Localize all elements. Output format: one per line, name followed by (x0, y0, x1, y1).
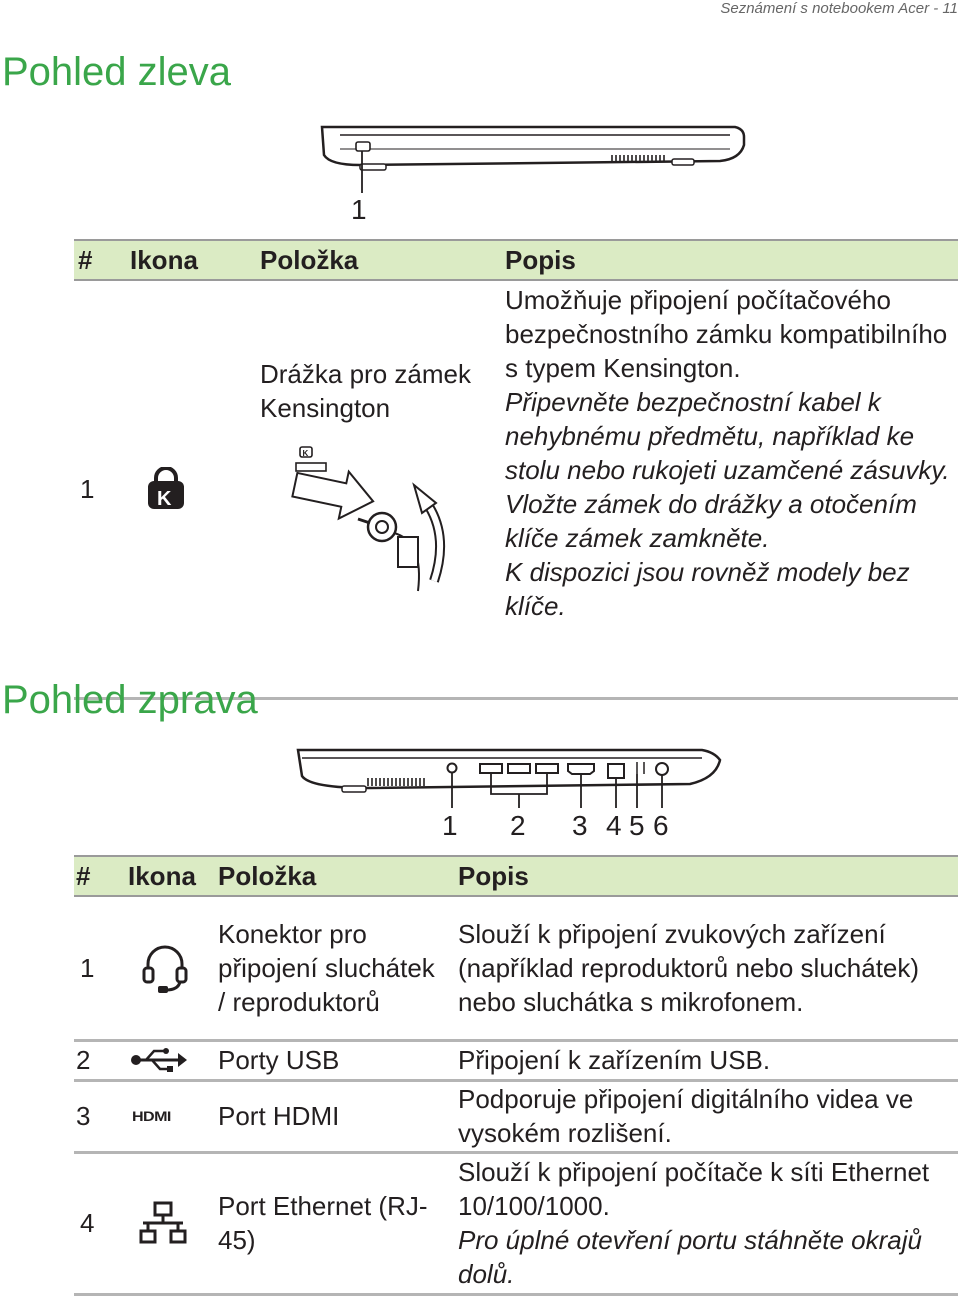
right-callout-3: 3 (572, 810, 588, 841)
col-header-item: Položka (218, 856, 458, 896)
col-header-icon: Ikona (130, 240, 260, 280)
col-header-number: # (74, 240, 130, 280)
item-label: Port Ethernet (RJ-45) (218, 1152, 458, 1294)
left-callout-1: 1 (351, 194, 367, 225)
right-callout-2: 2 (510, 810, 526, 841)
kensington-lock-illustration (274, 441, 454, 601)
hdmi-icon (128, 1080, 218, 1152)
table-row (74, 280, 958, 698)
ethernet-icon (128, 1152, 218, 1294)
item-label: Drážka pro zámek Kensington (260, 359, 471, 423)
col-header-description: Popis (458, 856, 958, 896)
left-view-title: Pohled zleva (2, 50, 232, 94)
right-callout-1: 1 (442, 810, 458, 841)
col-header-item: Položka (260, 240, 505, 280)
svg-text:K: K (157, 487, 172, 510)
right-callout-4: 4 (606, 810, 622, 841)
item-label: Konektor pro připojení sluchátek / reproduktorů (218, 896, 458, 1040)
description-text: Podporuje připojení digitálního videa ve vysokém rozlišení. (458, 1080, 958, 1152)
item-label: Porty USB (218, 1040, 458, 1080)
table-row (74, 1152, 958, 1294)
item-label: Port HDMI (218, 1080, 458, 1152)
usb-icon (128, 1040, 218, 1080)
table-header-row (74, 856, 958, 896)
row-number: 2 (74, 1040, 128, 1080)
description-note: K dispozici jsou rovněž modely bez klíče. (505, 557, 910, 621)
description-note: Pro úplné otevření portu stáhněte okrajů dolů. (458, 1225, 922, 1289)
row-number: 1 (74, 280, 130, 698)
svg-text:K: K (302, 449, 309, 458)
table-row (74, 896, 958, 1040)
col-header-description: Popis (505, 240, 958, 280)
svg-text:HDMI: HDMI (132, 1108, 171, 1125)
right-view-table (74, 855, 958, 1296)
col-header-icon: Ikona (128, 856, 218, 896)
right-callout-5: 5 (629, 810, 645, 841)
laptop-right-side-figure (290, 742, 730, 842)
description-note: Vložte zámek do drážky a otočením klíče zámek zamkněte. (505, 489, 917, 553)
row-number: 4 (74, 1152, 128, 1294)
headset-icon (128, 896, 218, 1040)
right-view-title: Pohled zprava (2, 678, 258, 722)
row-number: 1 (74, 896, 128, 1040)
row-number: 3 (74, 1080, 128, 1152)
description-note: Připevněte bezpečnostní kabel k nehybnému předmětu, například ke stolu nebo rukojeti uzamčené zásuvky. (505, 387, 950, 485)
running-header: Seznámení s notebookem Acer - 11 (720, 0, 958, 17)
col-header-number: # (74, 856, 128, 896)
table-header-row (74, 240, 958, 280)
table-row (74, 1080, 958, 1152)
left-view-table (74, 239, 958, 700)
laptop-left-side-figure (300, 115, 760, 230)
description-text: Připojení k zařízením USB. (458, 1040, 958, 1080)
kensington-lock-icon (130, 280, 260, 698)
description-text: Slouží k připojení počítače k síti Ethernet 10/100/1000. (458, 1157, 930, 1221)
table-row (74, 1040, 958, 1080)
description-text: Slouží k připojení zvukových zařízení (například reproduktorů nebo sluchátek) nebo sluchátka s mikrofonem. (458, 896, 958, 1040)
right-callout-6: 6 (653, 810, 669, 841)
description-text: Umožňuje připojení počítačového bezpečnostního zámku kompatibilního s typem Kensington. (505, 285, 948, 383)
